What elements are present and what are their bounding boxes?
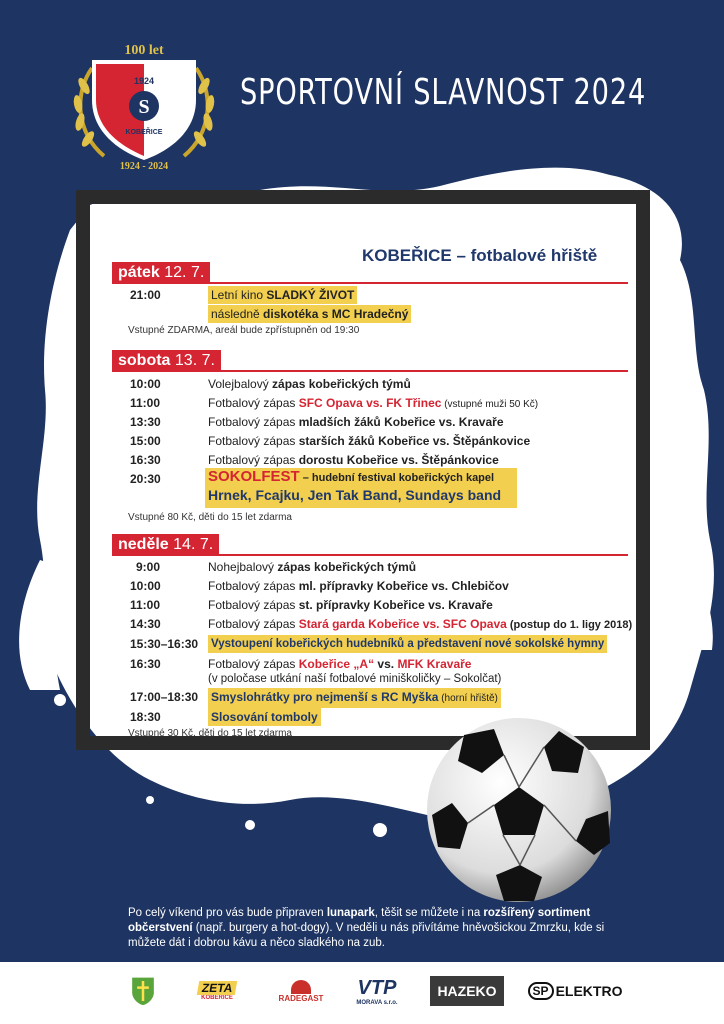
day-divider — [112, 282, 628, 284]
sunday-note: Vstupné 30 Kč, děti do 15 let zdarma — [128, 728, 292, 739]
friday-note: Vstupné ZDARMA, areál bude zpřístupněn od 19:30 — [128, 325, 360, 336]
day-date: 12. 7. — [164, 264, 205, 281]
day-name: sobota — [118, 352, 171, 369]
day-name: pátek — [118, 264, 160, 281]
day-divider — [112, 370, 628, 372]
sponsors-bar — [0, 962, 724, 1024]
schedule-row: 13:30 Fotbalový zápas mladších žáků Kobeřice vs. Kravaře — [130, 415, 504, 429]
schedule-row: 10:00 Fotbalový zápas ml. přípravky Kobeřice vs. Chlebičov — [130, 579, 509, 593]
svg-text:1924 - 2024: 1924 - 2024 — [119, 161, 169, 172]
venue-title: KOBEŘICE – fotbalové hřiště — [362, 246, 598, 265]
schedule-row: 15:30–16:30 Vystoupení kobeřických hudebníků a představení nové sokolské hymny — [112, 635, 632, 653]
sokolfest-block: SOKOLFEST – hudební festival kobeřických kapel Hrnek, Fcajku, Jen Tak Band, Sundays band — [205, 468, 517, 508]
footer-info: Po celý víkend pro vás bude připraven lunapark, těšit se můžete i na rozšířený sortiment občerstvení (např. burgery a hot-dogy). V neděli u nás přivítáme hněvošickou Zmrzku, kde si můžete dát i dobrou kávu a něco sladkého na zub. — [128, 907, 605, 949]
radegast-logo: RADEGAST — [276, 976, 326, 1006]
day-heading-sunday — [112, 534, 219, 556]
zeta-logo: ZETA KOBEŘICE — [192, 976, 242, 1006]
football-icon — [424, 715, 614, 905]
schedule-row-continued: (v poločase utkání naší fotbalové miniškoličky – Sokolčat) — [208, 673, 502, 685]
row-desc: Letní kino SLADKÝ ŽIVOT — [208, 286, 357, 304]
club-logo — [64, 38, 224, 173]
day-heading-friday — [112, 262, 210, 284]
row-time: 21:00 — [130, 288, 161, 302]
svg-text:1924: 1924 — [133, 76, 155, 86]
svg-text:S: S — [138, 96, 150, 118]
page-title: SPORTOVNÍ SLAVNOST 2024 — [240, 72, 647, 113]
day-heading-saturday — [112, 350, 221, 372]
schedule-row: 18:30 Slosování tomboly — [112, 708, 632, 726]
schedule-row: 11:00 Fotbalový zápas SFC Opava vs. FK Třinec (vstupné muži 50 Kč) — [130, 396, 539, 410]
day-divider — [112, 554, 628, 556]
festival-name: SOKOLFEST — [208, 468, 300, 485]
hazeko-logo: HAZEKO — [430, 976, 504, 1006]
day-date: 13. 7. — [174, 352, 215, 369]
schedule-row — [112, 305, 632, 323]
svg-text:100 let: 100 let — [124, 43, 164, 58]
schedule-row: 20:30 — [130, 472, 161, 486]
svg-text:KOBEŘICE: KOBEŘICE — [125, 129, 163, 136]
schedule-row: 16:30 Fotbalový zápas Kobeřice „A“ vs. MFK Kravaře — [130, 657, 472, 671]
schedule-row: 14:30 Fotbalový zápas Stará garda Kobeřice vs. SFC Opava (postup do 1. ligy 2018) — [130, 617, 633, 631]
vtp-logo: VTP MORAVA s.r.o. — [356, 976, 398, 1006]
schedule-row: 15:00 Fotbalový zápas starších žáků Kobeřice vs. Štěpánkovice — [130, 434, 531, 448]
schedule-row — [112, 286, 632, 304]
village-coat-of-arms-icon — [128, 976, 158, 1006]
sp-elektro-logo: SP ELEKTRO — [534, 976, 616, 1006]
day-date: 14. 7. — [173, 536, 214, 553]
schedule-row: 16:30 Fotbalový zápas dorostu Kobeřice vs. Štěpánkovice — [130, 453, 499, 467]
day-name: neděle — [118, 536, 169, 553]
festival-bands: Hrnek, Fcajku, Jen Tak Band, Sundays band — [208, 487, 502, 503]
schedule-row: 10:00 Volejbalový zápas kobeřických týmů — [130, 377, 411, 391]
schedule-row: 9:00 Nohejbalový zápas kobeřických týmů — [136, 560, 417, 574]
schedule-row: 17:00–18:30 Smyslohrátky pro nejmenší s RC Myška (horní hřiště) — [112, 688, 632, 706]
saturday-note: Vstupné 80 Kč, děti do 15 let zdarma — [128, 512, 292, 523]
row-desc: následně diskotéka s MC Hradečný — [208, 305, 411, 323]
schedule-row: 11:00 Fotbalový zápas st. přípravky Kobeřice vs. Kravaře — [130, 598, 493, 612]
